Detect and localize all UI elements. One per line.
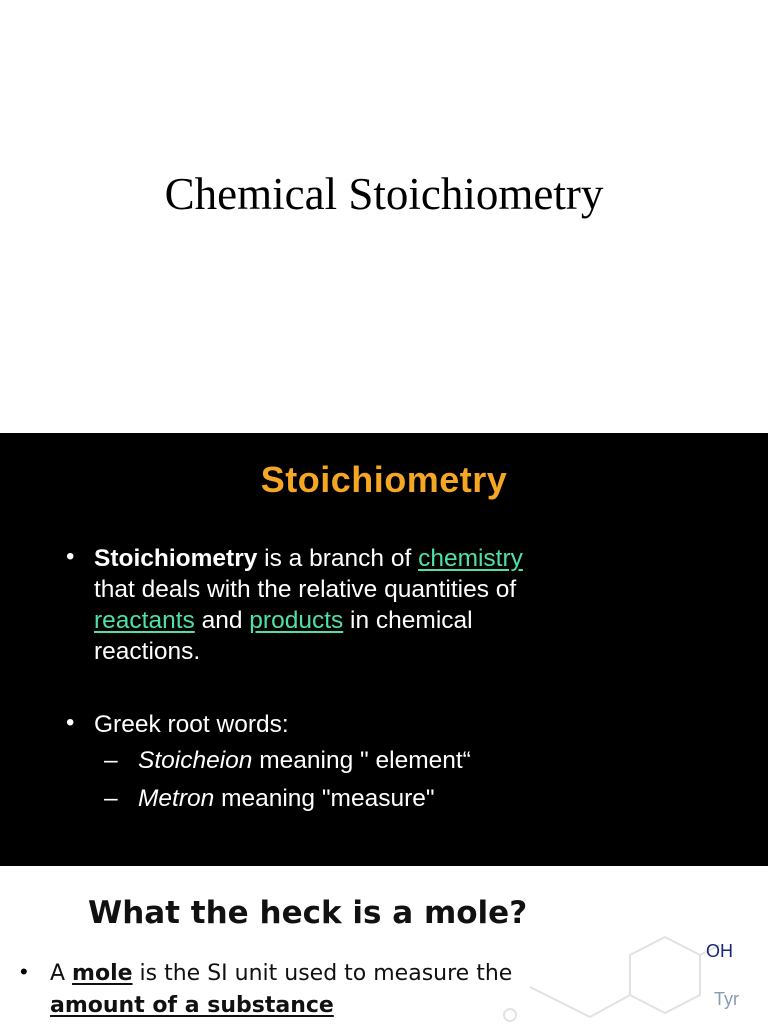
bullet-icon: • — [66, 709, 75, 736]
bullet-icon: • — [20, 959, 28, 984]
link-chemistry[interactable]: chemistry — [418, 545, 523, 572]
term-metron: Metron — [138, 785, 215, 812]
bullet-text: is a branch of — [257, 545, 419, 572]
tyrosine-molecule-icon — [470, 927, 768, 1024]
term-stoicheion: Stoicheion — [138, 747, 253, 774]
sub-bullet-text: meaning "measure" — [214, 785, 435, 812]
slide-heading: Stoichiometry — [260, 459, 508, 500]
greek-roots-bullet: Greek root words: — [94, 711, 289, 738]
sub-bullet-stoicheion — [104, 745, 471, 776]
sub-bullet-metron — [104, 783, 435, 814]
mole-definition — [50, 959, 512, 989]
sub-bullet-text: meaning " element“ — [252, 747, 471, 774]
mole-slide — [0, 867, 768, 1024]
link-products[interactable]: products — [249, 607, 344, 634]
tyr-label: Tyr — [714, 989, 739, 1009]
term-mole: mole — [72, 961, 133, 986]
stoichiometry-slide — [0, 433, 768, 866]
definition-bullet — [94, 543, 714, 667]
title-slide — [0, 0, 768, 432]
dash-icon: – — [104, 785, 118, 812]
bullet-text: A — [50, 961, 73, 986]
bullet-text: that deals with the relative quantities of — [94, 576, 517, 603]
bullet-text: in chemical — [343, 607, 473, 634]
term-stoichiometry: Stoichiometry — [94, 545, 258, 572]
bullet-text: is the SI unit used to measure the — [132, 961, 513, 986]
link-reactants[interactable]: reactants — [94, 607, 195, 634]
bullet-icon: • — [66, 543, 75, 570]
dash-icon: – — [104, 747, 118, 774]
term-amount-of-substance: amount of a substance — [50, 993, 334, 1018]
bullet-text: reactions. — [94, 638, 201, 665]
mole-definition-continued — [50, 991, 334, 1021]
bullet-text: and — [194, 607, 250, 634]
slide-heading: What the heck is a mole? — [88, 895, 528, 931]
slide-title: Chemical Stoichiometry — [164, 169, 604, 219]
oh-label: OH — [706, 941, 733, 961]
